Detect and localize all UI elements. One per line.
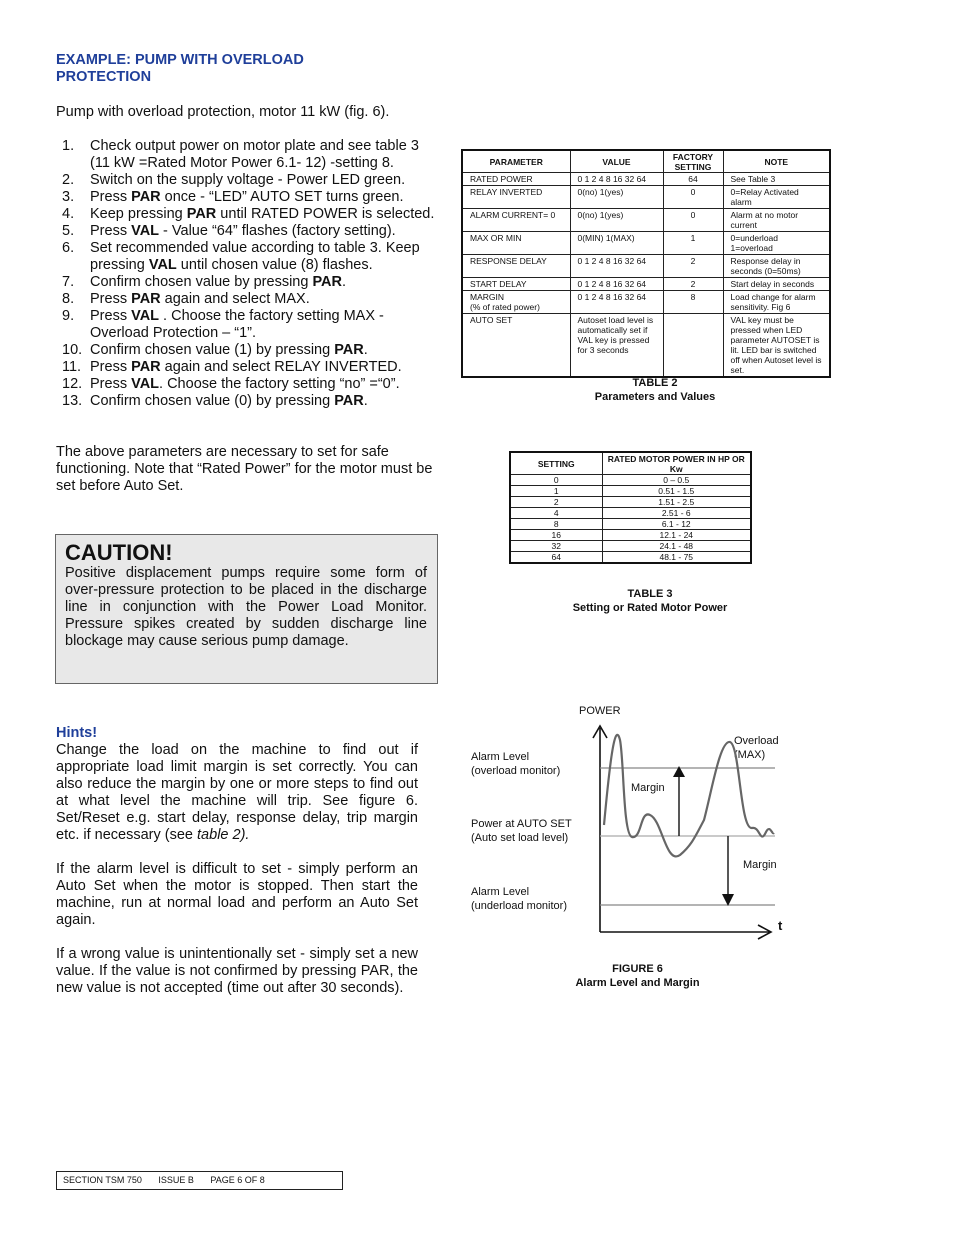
hints-text: If the alarm level is difficult to set - simply perform an Auto Set when the motor is stopped. Then start the machine, run at normal load and perform an Auto Set again.	[56, 861, 418, 928]
table-cell: ALARM CURRENT= 0	[462, 209, 570, 232]
table-cell	[663, 314, 723, 378]
label-line: (overload monitor)	[471, 765, 561, 777]
list-item	[56, 291, 441, 308]
list-item	[56, 189, 441, 206]
step-key: PAR	[131, 359, 161, 375]
step-text: again and select RELAY INVERTED.	[160, 359, 402, 375]
step-text: Keep pressing	[90, 206, 187, 222]
list-item	[56, 342, 441, 359]
step-key: VAL	[131, 308, 160, 324]
step-key: PAR	[334, 342, 364, 358]
table-row	[462, 173, 830, 186]
column-header: FACTORY SETTING	[663, 150, 723, 173]
table-row	[462, 278, 830, 291]
table-cell: RATED POWER	[462, 173, 570, 186]
step-key: PAR	[186, 206, 217, 222]
footer-section: SECTION TSM 750	[63, 1175, 142, 1185]
step-key: VAL	[131, 223, 160, 239]
step-text: Press	[90, 189, 132, 205]
step-number: 11.	[62, 359, 82, 375]
table-cell: AUTO SET	[462, 314, 570, 378]
table-row	[462, 232, 830, 255]
caption-title: TABLE 3	[627, 588, 673, 600]
table-cell: 0.51 - 1.5	[602, 486, 751, 497]
table-cell: 6.1 - 12	[602, 519, 751, 530]
step-text: Check output power on motor plate and see table 3 (11 kW =Rated Motor Power 6.1- 12) -setting 8.	[90, 138, 419, 171]
step-number: 13.	[62, 393, 83, 409]
table-cell: Start delay in seconds	[723, 278, 830, 291]
table-cell: START DELAY	[462, 278, 570, 291]
step-text: Press	[90, 291, 132, 307]
column-header: PARAMETER	[462, 150, 570, 173]
cell-line: (% of rated power)	[470, 302, 540, 312]
setup-note: The above parameters are necessary to set for safe functioning. Note that “Rated Power” for the motor must be set before Auto Set.	[56, 444, 433, 494]
caution-title: CAUTION!	[65, 540, 173, 565]
alarm-overload-label	[471, 750, 560, 778]
table-cell: 8	[510, 519, 602, 530]
table-cell: 0(MIN) 1(MAX)	[570, 232, 663, 255]
table2-caption	[470, 376, 840, 404]
label-line: Overload	[734, 735, 779, 747]
table-row	[462, 186, 830, 209]
step-text: Confirm chosen value (1) by pressing	[90, 342, 335, 358]
table-cell	[462, 291, 570, 314]
table-header-row	[510, 452, 751, 475]
list-item	[56, 172, 441, 189]
table-row	[462, 314, 830, 378]
label-line: Alarm Level	[471, 886, 530, 898]
table-cell: 0	[510, 475, 602, 486]
margin-upper-label: Margin	[631, 782, 665, 794]
list-item	[56, 308, 441, 342]
table-cell: 0	[663, 186, 723, 209]
figure6-caption	[520, 962, 755, 990]
parameters-table	[461, 149, 831, 378]
table-cell: 0=Relay Activated alarm	[723, 186, 830, 209]
table-cell: Response delay in seconds (0=50ms)	[723, 255, 830, 278]
step-text: Set recommended value according to table 3. Keep pressing	[90, 240, 420, 273]
label-line: (Auto set load level)	[471, 832, 569, 844]
table-cell: 16	[510, 530, 602, 541]
table-cell: 0 1 2 4 8 16 32 64	[570, 278, 663, 291]
step-number: 6.	[62, 240, 75, 256]
column-header: SETTING	[510, 452, 602, 475]
column-header: VALUE	[570, 150, 663, 173]
arrow-down-icon	[722, 894, 734, 906]
table-cell: RELAY INVERTED	[462, 186, 570, 209]
footer-page: PAGE 6 OF 8	[210, 1175, 265, 1185]
section-heading	[56, 52, 356, 86]
table-cell: 0 1 2 4 8 16 32 64	[570, 255, 663, 278]
heading-line-2: PROTECTION	[56, 69, 152, 85]
list-item	[56, 223, 441, 240]
table-cell: 24.1 - 48	[602, 541, 751, 552]
table-cell: 64	[510, 552, 602, 564]
step-text: Press	[90, 376, 132, 392]
step-text: Switch on the supply voltage - Power LED green.	[90, 172, 406, 188]
step-text: until RATED POWER is selected.	[216, 206, 435, 222]
table-cell: 2	[510, 497, 602, 508]
y-axis-label: POWER	[579, 705, 621, 717]
table-cell: 64	[663, 173, 723, 186]
step-text: once - “LED” AUTO SET turns green.	[160, 189, 404, 205]
table-cell: Load change for alarm sensitivity. Fig 6	[723, 291, 830, 314]
step-key: VAL	[148, 257, 177, 273]
table-cell: 8	[663, 291, 723, 314]
step-text: .	[363, 393, 368, 409]
step-text: Press	[90, 308, 132, 324]
table-row	[462, 209, 830, 232]
table-row	[510, 508, 751, 519]
step-number: 10.	[62, 342, 83, 358]
hints-title: Hints!	[56, 725, 98, 741]
table-cell: 0 1 2 4 8 16 32 64	[570, 173, 663, 186]
intro-text: Pump with overload protection, motor 11 kW (fig. 6).	[56, 104, 390, 120]
caution-box	[55, 534, 438, 684]
table-cell: 12.1 - 24	[602, 530, 751, 541]
table-cell: 48.1 - 75	[602, 552, 751, 564]
step-key: PAR	[334, 393, 364, 409]
label-line: (MAX)	[734, 749, 766, 761]
table-row	[510, 519, 751, 530]
table-cell: MAX OR MIN	[462, 232, 570, 255]
table-cell: 0(no) 1(yes)	[570, 209, 663, 232]
table-cell: 2	[663, 255, 723, 278]
step-number: 5.	[62, 223, 75, 239]
step-key: PAR	[131, 189, 161, 205]
heading-line-1: EXAMPLE: PUMP WITH OVERLOAD	[56, 52, 304, 68]
list-item	[56, 138, 441, 172]
table-cell: 0	[663, 209, 723, 232]
motor-power-table	[509, 451, 752, 564]
table-cell: 2	[663, 278, 723, 291]
table3-caption	[530, 587, 770, 615]
step-number: 4.	[62, 206, 75, 222]
table-cell: 0=underload 1=overload	[723, 232, 830, 255]
alarm-underload-label	[471, 885, 567, 913]
step-number: 3.	[62, 189, 75, 205]
list-item	[56, 376, 441, 393]
caution-text: Positive displacement pumps require some form of over-pressure protection to be placed in the discharge line in conjunction with the Power Load Monitor. Pressure spikes created by sudden discharge line blockage may cause serious pump damage.	[65, 565, 427, 649]
column-header: NOTE	[723, 150, 830, 173]
page-footer	[56, 1171, 343, 1190]
table-cell: 0 – 0.5	[602, 475, 751, 486]
table-row	[510, 475, 751, 486]
table-cell: VAL key must be pressed when LED parameter AUTOSET is lit. LED bar is switched off when Autoset level is set.	[723, 314, 830, 378]
table-row	[510, 486, 751, 497]
autoset-label	[471, 817, 572, 845]
cell-line: MARGIN	[470, 292, 504, 302]
table-cell: Autoset load level is automatically set if VAL key is pressed for 3 seconds	[570, 314, 663, 378]
label-line: Power at AUTO SET	[471, 818, 572, 830]
table-cell: 2.51 - 6	[602, 508, 751, 519]
step-number: 12.	[62, 376, 83, 392]
step-number: 2.	[62, 172, 75, 188]
step-text: Confirm chosen value (0) by pressing	[90, 393, 335, 409]
table-cell: 32	[510, 541, 602, 552]
label-line: (underload monitor)	[471, 900, 567, 912]
table-cell: 0(no) 1(yes)	[570, 186, 663, 209]
caption-title: FIGURE 6	[612, 963, 663, 975]
power-curve	[604, 735, 774, 857]
step-number: 9.	[62, 308, 75, 324]
step-text: Press	[90, 359, 132, 375]
table-row	[462, 291, 830, 314]
step-number: 1.	[62, 138, 75, 154]
table-cell: Alarm at no motor current	[723, 209, 830, 232]
table-cell: 0 1 2 4 8 16 32 64	[570, 291, 663, 314]
hints-paragraph-2	[56, 861, 418, 929]
step-text: - Value “64” flashes (factory setting).	[159, 223, 396, 239]
x-axis-label: t	[778, 918, 783, 933]
caption-subtitle: Setting or Rated Motor Power	[572, 602, 728, 614]
hints-paragraph-1	[56, 742, 418, 844]
hints-text: Change the load on the machine to find out if appropriate load limit margin is set correctly. You can also reduce the margin by one or more steps to find out at what level the machine will trip. See figure 6. Set/Reset e.g. start delay, response delay, trip margin etc. if necessary (see	[56, 742, 418, 843]
step-key: PAR	[131, 291, 161, 307]
step-text: until chosen value (8) flashes.	[176, 257, 373, 273]
column-header: RATED MOTOR POWER IN HP OR Kw	[602, 452, 751, 475]
list-item	[56, 274, 441, 291]
table-row	[510, 552, 751, 564]
table-cell: 1	[510, 486, 602, 497]
caption-subtitle: Parameters and Values	[594, 391, 716, 403]
steps-list	[56, 138, 441, 410]
hints-text: If a wrong value is unintentionally set - simply set a new value. If the value is not confirmed by pressing PAR, the new value is not accepted (time out after 30 seconds).	[56, 946, 418, 996]
margin-lower-label: Margin	[743, 859, 777, 871]
alarm-level-figure	[590, 720, 790, 940]
table-cell: 1	[663, 232, 723, 255]
step-text: .	[363, 342, 368, 358]
table-cell: See Table 3	[723, 173, 830, 186]
step-text: . Choose the factory setting MAX - Overload Protection – “1”.	[90, 308, 384, 341]
table-cell: 4	[510, 508, 602, 519]
label-line: Alarm Level	[471, 751, 530, 763]
step-key: PAR	[312, 274, 342, 290]
table-cell: 1.51 - 2.5	[602, 497, 751, 508]
step-text: .	[342, 274, 347, 290]
list-item	[56, 359, 441, 376]
step-key: VAL	[131, 376, 160, 392]
step-text: . Choose the factory setting “no” =“0”.	[159, 376, 400, 392]
caption-subtitle: Alarm Level and Margin	[575, 977, 700, 989]
table-row	[462, 255, 830, 278]
list-item	[56, 393, 441, 410]
step-text: again and select MAX.	[160, 291, 310, 307]
step-text: Confirm chosen value by pressing	[90, 274, 313, 290]
list-item	[56, 240, 441, 274]
step-number: 7.	[62, 274, 75, 290]
table-row	[510, 541, 751, 552]
footer-issue: ISSUE B	[158, 1175, 194, 1185]
step-number: 8.	[62, 291, 75, 307]
hints-table-ref: table 2).	[197, 827, 250, 843]
step-text: Press	[90, 223, 132, 239]
caption-title: TABLE 2	[632, 377, 678, 389]
list-item	[56, 206, 441, 223]
table-cell: RESPONSE DELAY	[462, 255, 570, 278]
table-header-row	[462, 150, 830, 173]
hints-paragraph-3	[56, 946, 418, 997]
table-row	[510, 530, 751, 541]
table-row	[510, 497, 751, 508]
